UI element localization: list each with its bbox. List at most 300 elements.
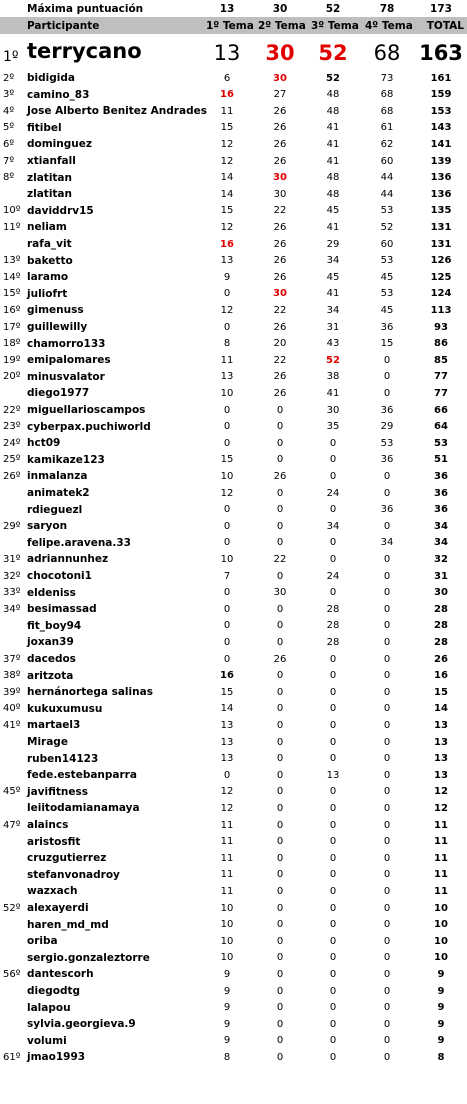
tema4-score: 0 xyxy=(383,985,391,997)
rank-cell: 23º xyxy=(3,421,21,433)
participant-name: wazxach xyxy=(27,885,78,898)
table-row xyxy=(0,1000,467,1016)
max-score-label: Máxima puntuación xyxy=(27,2,144,15)
participant-name: fit_boy94 xyxy=(27,619,82,632)
tema4-score: 53 xyxy=(380,205,394,217)
total-score: 34 xyxy=(434,537,448,549)
tema3-score: 45 xyxy=(326,205,340,217)
tema1-score: 16 xyxy=(220,670,234,682)
table-row xyxy=(0,269,467,285)
tema3-score: 45 xyxy=(326,271,340,283)
tema2-score: 26 xyxy=(273,470,287,482)
participant-name: lalapou xyxy=(27,1001,71,1014)
tema2-score: 0 xyxy=(276,935,284,947)
tema2-score: 26 xyxy=(273,653,287,665)
total-score: 136 xyxy=(430,188,452,200)
tema3-score: 0 xyxy=(329,753,337,765)
rank-cell: 47º xyxy=(3,819,21,831)
total-score: 32 xyxy=(434,553,448,565)
tema3-score: 41 xyxy=(326,288,340,300)
tema1-score: 12 xyxy=(220,786,234,798)
rank-cell: 16º xyxy=(3,304,21,316)
tema1-score: 10 xyxy=(220,902,234,914)
total-score: 9 xyxy=(437,968,445,980)
rank-cell: 56º xyxy=(3,968,21,980)
tema4-score: 0 xyxy=(383,869,391,881)
participant-name: sylvia.georgieva.9 xyxy=(27,1018,136,1031)
tema3-score: 0 xyxy=(329,935,337,947)
tema2-score: 0 xyxy=(276,703,284,715)
participant-name: saryon xyxy=(27,520,68,533)
table-row xyxy=(0,136,467,152)
participant-name: fitibel xyxy=(27,121,62,134)
table-row xyxy=(0,701,467,717)
participant-header: Participante xyxy=(27,19,100,32)
table-row xyxy=(0,966,467,982)
tema3-header: 3º Tema xyxy=(311,19,359,32)
tema3-score: 35 xyxy=(326,421,340,433)
tema1-score: 13 xyxy=(220,736,234,748)
rank-cell: 10º xyxy=(3,205,21,217)
tema4-score: 0 xyxy=(383,885,391,897)
table-row xyxy=(0,651,467,667)
tema4-score: 0 xyxy=(383,1051,391,1063)
table-row xyxy=(0,385,467,401)
table-row xyxy=(0,468,467,484)
total-score: 8 xyxy=(437,1051,445,1063)
table-row xyxy=(0,120,467,136)
tema4-score: 0 xyxy=(383,470,391,482)
tema3-score: 0 xyxy=(329,885,337,897)
tema3-score: 24 xyxy=(326,570,340,582)
table-row xyxy=(0,568,467,584)
table-row xyxy=(0,585,467,601)
participant-name: Mirage xyxy=(27,736,68,748)
tema1-score: 0 xyxy=(223,504,231,516)
tema1-score: 0 xyxy=(223,404,231,416)
participant-name: volumi xyxy=(27,1034,67,1047)
participant-name: alexayerdi xyxy=(27,902,89,914)
participant-name: guillewilly xyxy=(27,321,88,333)
tema4-score: 0 xyxy=(383,1018,391,1030)
tema3-score: 0 xyxy=(329,836,337,848)
participant-name: jmao1993 xyxy=(27,1051,86,1064)
total-score: 93 xyxy=(434,321,448,333)
tema3-score: 41 xyxy=(326,155,340,167)
total-score: 153 xyxy=(430,105,452,117)
tema4-score: 68 xyxy=(380,89,394,101)
tema4-score: 0 xyxy=(383,753,391,765)
tema4-score: 0 xyxy=(383,371,391,383)
tema1-score: 6 xyxy=(223,72,231,84)
table-row xyxy=(0,1016,467,1032)
participant-name: miguellarioscampos xyxy=(27,404,146,416)
total-score: 51 xyxy=(434,454,448,466)
tema4-score: 0 xyxy=(383,802,391,814)
tema2-score: 0 xyxy=(276,504,284,516)
table-row xyxy=(0,352,467,368)
tema1-score: 8 xyxy=(223,338,231,350)
tema4-score: 0 xyxy=(383,919,391,931)
participant-name: diego1977 xyxy=(27,387,90,400)
rank-cell: 2º xyxy=(3,72,15,84)
tema2-score: 0 xyxy=(276,1002,284,1014)
tema4-score: 0 xyxy=(383,819,391,831)
tema2-score: 30 xyxy=(273,587,287,599)
rank-cell: 3º xyxy=(3,89,15,101)
total-score: 13 xyxy=(434,769,448,781)
tema2-score: 0 xyxy=(276,421,284,433)
participant-name: kukuxumusu xyxy=(27,702,103,715)
table-row xyxy=(0,286,467,302)
tema4-score: 0 xyxy=(383,636,391,648)
tema4-score: 0 xyxy=(383,1035,391,1047)
tema2-score: 30 xyxy=(273,172,287,184)
tema1-score: 10 xyxy=(220,387,234,399)
participant-name: inmalanza xyxy=(27,470,88,483)
tema2-score: 0 xyxy=(276,902,284,914)
table-row xyxy=(0,800,467,816)
total-score: 85 xyxy=(434,354,448,366)
rank-cell: 39º xyxy=(3,686,21,698)
total-score: 14 xyxy=(434,703,448,715)
tema2-score: 0 xyxy=(276,852,284,864)
tema1-score: 14 xyxy=(220,703,234,715)
tema3-score: 0 xyxy=(329,670,337,682)
tema3-score: 0 xyxy=(329,919,337,931)
participant-name: hct09 xyxy=(27,437,61,450)
tema2-score: 30 xyxy=(273,288,287,300)
tema3-score: 0 xyxy=(329,786,337,798)
tema2-score: 0 xyxy=(276,570,284,582)
tema4-score: 60 xyxy=(380,238,394,250)
participant-name: rdieguezl xyxy=(27,503,83,516)
participant-name: zlatitan xyxy=(27,188,72,201)
participant-name: dacedos xyxy=(27,653,76,665)
rank-cell: 14º xyxy=(3,271,21,283)
rank-cell: 40º xyxy=(3,703,21,715)
rank-cell: 34º xyxy=(3,603,21,615)
tema3-score: 0 xyxy=(329,437,337,449)
participant-name: minusvalator xyxy=(27,370,105,383)
total-score: 34 xyxy=(434,520,448,532)
tema4-score: 0 xyxy=(383,570,391,582)
tema2-score: 0 xyxy=(276,985,284,997)
tema2-score: 26 xyxy=(273,271,287,283)
total-score: 10 xyxy=(434,935,448,947)
tema1-score: 15 xyxy=(220,686,234,698)
tema3-score: 13 xyxy=(326,769,340,781)
rank-cell: 31º xyxy=(3,553,21,565)
participant-name: juliofrt xyxy=(27,287,68,300)
total-score: 64 xyxy=(434,421,448,433)
participant-name: leiitodamianamaya xyxy=(27,802,140,815)
table-row xyxy=(0,1049,467,1065)
tema3-score: 0 xyxy=(329,587,337,599)
table-row xyxy=(0,435,467,451)
total-score: 12 xyxy=(434,802,448,814)
participant-name: camino_83 xyxy=(27,88,90,101)
tema4-score: 68 xyxy=(380,105,394,117)
tema1-score: 11 xyxy=(220,819,234,831)
participant-name: daviddrv15 xyxy=(27,204,94,217)
tema4-score: 44 xyxy=(380,188,394,200)
tema2-score: 0 xyxy=(276,454,284,466)
tema4-score: 73 xyxy=(380,72,394,84)
tema4-score: 53 xyxy=(380,288,394,300)
tema2-score: 30 xyxy=(265,41,295,65)
tema2-score: 0 xyxy=(276,686,284,698)
tema4-score: 53 xyxy=(380,437,394,449)
tema4-score: 0 xyxy=(383,354,391,366)
table-row xyxy=(0,900,467,916)
rank-cell: 15º xyxy=(3,288,21,300)
rank-cell: 7º xyxy=(3,155,15,167)
participant-name: Jose Alberto Benitez Andrades xyxy=(27,105,207,118)
participant-name: cyberpax.puchiworld xyxy=(27,420,151,433)
table-row xyxy=(0,319,467,335)
tema4-score: 0 xyxy=(383,653,391,665)
tema2-score: 0 xyxy=(276,786,284,798)
tema4-score: 62 xyxy=(380,138,394,150)
tema3-score: 0 xyxy=(329,553,337,565)
rank-cell: 22º xyxy=(3,404,21,416)
tema4-score: 0 xyxy=(383,487,391,499)
participant-name: stefanvonadroy xyxy=(27,868,120,881)
rank-cell: 26º xyxy=(3,470,21,482)
tema2-score: 0 xyxy=(276,437,284,449)
participant-name: xtianfall xyxy=(27,155,76,167)
tema4-score: 60 xyxy=(380,155,394,167)
tema1-header: 1º Tema xyxy=(206,19,254,32)
table-row xyxy=(0,883,467,899)
tema2-score: 0 xyxy=(276,719,284,731)
tema1-score: 0 xyxy=(223,587,231,599)
table-row xyxy=(0,867,467,883)
tema3-score: 0 xyxy=(329,1051,337,1063)
table-row xyxy=(0,551,467,567)
participant-name: cruzgutierrez xyxy=(27,852,107,865)
participant-name: fede.estebanparra xyxy=(27,769,137,782)
rank-cell: 29º xyxy=(3,520,21,532)
rank-cell: 1º xyxy=(3,49,19,65)
total-score: 10 xyxy=(434,952,448,964)
tema1-score: 0 xyxy=(223,288,231,300)
tema2-score: 20 xyxy=(273,338,287,350)
tema1-score: 12 xyxy=(220,802,234,814)
tema2-score: 26 xyxy=(273,387,287,399)
tema3-score: 41 xyxy=(326,387,340,399)
participant-name: animatek2 xyxy=(27,487,90,499)
participant-name: ruben14123 xyxy=(27,752,99,765)
tema3-score: 0 xyxy=(329,1002,337,1014)
table-row xyxy=(0,302,467,318)
tema2-score: 0 xyxy=(276,1035,284,1047)
total-score: 11 xyxy=(434,869,448,881)
participant-name: martael3 xyxy=(27,719,81,732)
rank-cell: 13º xyxy=(3,255,21,267)
total-score: 66 xyxy=(434,404,448,416)
tema3-score: 38 xyxy=(326,371,340,383)
rank-cell: 8º xyxy=(3,172,15,184)
table-row xyxy=(0,87,467,103)
tema2-score: 26 xyxy=(273,321,287,333)
table-row xyxy=(0,850,467,866)
tema1-score: 10 xyxy=(220,470,234,482)
tema4-score: 36 xyxy=(380,404,394,416)
total-score: 126 xyxy=(430,255,452,267)
total-score: 86 xyxy=(434,338,448,350)
rank-cell: 33º xyxy=(3,587,21,599)
tema1-score: 8 xyxy=(223,1051,231,1063)
tema3-score: 52 xyxy=(326,354,340,366)
tema4-score: 36 xyxy=(380,454,394,466)
total-score: 28 xyxy=(434,603,448,615)
tema2-score: 0 xyxy=(276,736,284,748)
table-row xyxy=(0,834,467,850)
rank-cell: 5º xyxy=(3,122,15,134)
rank-cell: 17º xyxy=(3,321,21,333)
tema3-score: 29 xyxy=(326,238,340,250)
tema3-score: 31 xyxy=(326,321,340,333)
table-row xyxy=(0,153,467,169)
table-row xyxy=(0,618,467,634)
table-row xyxy=(0,684,467,700)
tema2-score: 26 xyxy=(273,221,287,233)
tema3-score: 0 xyxy=(329,736,337,748)
tema1-score: 12 xyxy=(220,221,234,233)
tema1-score: 9 xyxy=(223,1035,231,1047)
table-row xyxy=(0,253,467,269)
max-score-tema1: 13 xyxy=(219,2,235,15)
tema3-score: 0 xyxy=(329,1035,337,1047)
total-score: 163 xyxy=(419,41,463,65)
total-score: 28 xyxy=(434,636,448,648)
tema4-score: 0 xyxy=(383,587,391,599)
tema3-score: 48 xyxy=(326,89,340,101)
tema4-score: 0 xyxy=(383,603,391,615)
tema1-score: 9 xyxy=(223,1018,231,1030)
tema4-score: 61 xyxy=(380,122,394,134)
tema1-score: 9 xyxy=(223,271,231,283)
tema3-score: 48 xyxy=(326,172,340,184)
table-row xyxy=(0,170,467,186)
participant-name: sergio.gonzaleztorre xyxy=(27,951,150,964)
tema2-score: 0 xyxy=(276,670,284,682)
tema3-score: 43 xyxy=(326,338,340,350)
tema2-score: 27 xyxy=(273,89,287,101)
participant-name: dantescorh xyxy=(27,968,94,981)
tema4-score: 0 xyxy=(383,736,391,748)
tema2-score: 0 xyxy=(276,537,284,549)
total-score: 131 xyxy=(430,238,452,250)
tema1-score: 0 xyxy=(223,537,231,549)
tema1-score: 15 xyxy=(220,205,234,217)
tema1-score: 13 xyxy=(220,753,234,765)
tema4-score: 53 xyxy=(380,255,394,267)
rank-cell: 6º xyxy=(3,138,15,150)
tema3-score: 30 xyxy=(326,404,340,416)
tema1-score: 0 xyxy=(223,603,231,615)
total-score: 13 xyxy=(434,719,448,731)
tema3-score: 41 xyxy=(326,122,340,134)
total-score: 36 xyxy=(434,487,448,499)
tema2-score: 0 xyxy=(276,753,284,765)
total-score: 77 xyxy=(434,371,448,383)
tema4-score: 15 xyxy=(380,338,394,350)
tema4-score: 0 xyxy=(383,686,391,698)
total-score: 143 xyxy=(430,122,452,134)
tema4-score: 0 xyxy=(383,902,391,914)
rank-cell: 18º xyxy=(3,338,21,350)
tema3-score: 0 xyxy=(329,819,337,831)
tema2-score: 26 xyxy=(273,238,287,250)
table-row xyxy=(0,817,467,833)
total-score: 13 xyxy=(434,753,448,765)
tema1-score: 10 xyxy=(220,952,234,964)
tema3-score: 0 xyxy=(329,719,337,731)
tema2-score: 0 xyxy=(276,520,284,532)
total-score: 53 xyxy=(434,437,448,449)
tema4-score: 0 xyxy=(383,968,391,980)
table-row xyxy=(0,983,467,999)
tema1-score: 16 xyxy=(220,238,234,250)
total-score: 9 xyxy=(437,1002,445,1014)
max-score-total: 173 xyxy=(430,2,452,15)
tema1-score: 11 xyxy=(220,869,234,881)
tema3-score: 0 xyxy=(329,703,337,715)
tema1-score: 14 xyxy=(220,188,234,200)
tema1-score: 0 xyxy=(223,321,231,333)
table-row xyxy=(0,70,467,86)
tema4-score: 0 xyxy=(383,520,391,532)
tema2-score: 26 xyxy=(273,122,287,134)
total-score: 9 xyxy=(437,1035,445,1047)
tema2-score: 22 xyxy=(273,205,287,217)
tema4-score: 0 xyxy=(383,769,391,781)
tema3-score: 52 xyxy=(318,41,348,65)
rank-cell: 61º xyxy=(3,1051,21,1063)
table-row xyxy=(0,950,467,966)
participant-name: gimenuss xyxy=(27,304,84,317)
tema2-score: 0 xyxy=(276,869,284,881)
total-score: 161 xyxy=(430,72,452,84)
tema4-score: 0 xyxy=(383,1002,391,1014)
participant-name: emipalomares xyxy=(27,354,111,367)
tema1-score: 11 xyxy=(220,852,234,864)
participant-name: diegodtg xyxy=(27,985,81,997)
tema2-score: 22 xyxy=(273,354,287,366)
tema3-score: 34 xyxy=(326,255,340,267)
tema1-score: 10 xyxy=(220,919,234,931)
table-row xyxy=(0,186,467,202)
table-row xyxy=(0,203,467,219)
tema3-score: 41 xyxy=(326,138,340,150)
table-row xyxy=(0,634,467,650)
table-row xyxy=(0,601,467,617)
total-score: 141 xyxy=(430,138,452,150)
tema1-score: 7 xyxy=(223,570,231,582)
tema4-score: 0 xyxy=(383,620,391,632)
tema2-score: 0 xyxy=(276,636,284,648)
tema1-score: 13 xyxy=(213,41,241,65)
tema2-score: 30 xyxy=(273,72,287,84)
tema3-score: 0 xyxy=(329,504,337,516)
tema2-score: 0 xyxy=(276,802,284,814)
total-score: 36 xyxy=(434,470,448,482)
participant-name: zlatitan xyxy=(27,171,72,184)
tema3-score: 0 xyxy=(329,952,337,964)
